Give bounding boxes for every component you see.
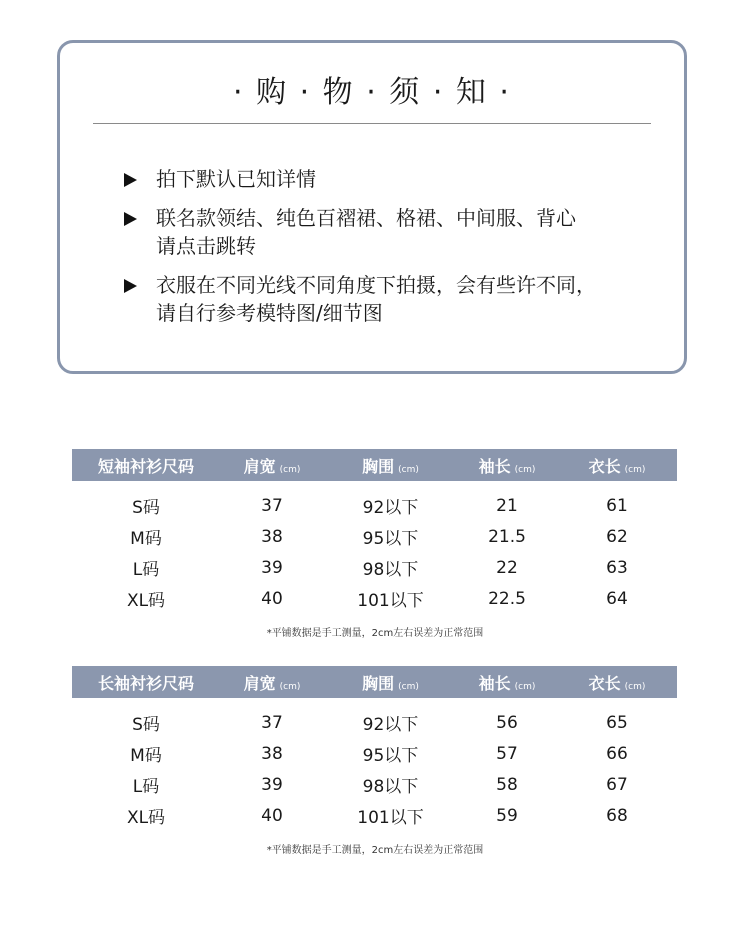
measurement-note: *平铺数据是手工测量，2cm左右误差为正常范围 [266, 628, 484, 639]
table-row: M码 38 95以下 57 66 [130, 743, 628, 766]
table-row: XL码 40 101以下 59 68 [126, 805, 628, 828]
notice-item [122, 271, 652, 327]
header-sleeve: 袖长 (cm) [457, 449, 557, 481]
table-row: L码 39 98以下 22 63 [132, 557, 628, 580]
header-length: 衣长 (cm) [557, 449, 677, 481]
notice-list [122, 165, 652, 338]
triangle-bullet-icon [124, 212, 137, 226]
header-size: 短袖衬衫尺码 [72, 449, 220, 481]
measurement-note: *平铺数据是手工测量，2cm左右误差为正常范围 [266, 845, 484, 856]
notice-title: · 购 · 物 · 须 · 知 · [233, 75, 511, 110]
notice-link-text[interactable]: 请点击跳转 [156, 234, 256, 258]
header-chest: 胸围 (cm) [324, 449, 457, 481]
table-row: M码 38 95以下 21.5 62 [130, 526, 628, 549]
table-row: L码 39 98以下 58 67 [132, 774, 628, 797]
table-row: XL码 40 101以下 22.5 64 [126, 588, 628, 611]
long-sleeve-size-table [72, 666, 677, 831]
header-sleeve: 袖长 (cm) [457, 666, 557, 698]
table-row: S码 37 92以下 56 65 [132, 712, 628, 735]
notice-divider [93, 123, 651, 124]
table-header-row [72, 666, 677, 698]
header-size: 长袖衬衫尺码 [72, 666, 220, 698]
notice-text: 衣服在不同光线不同角度下拍摄，会有些许不同， [156, 273, 596, 297]
header-length: 衣长 (cm) [557, 666, 677, 698]
notice-text: 联名款领结、纯色百褶裙、格裙、中间服、背心 [156, 206, 576, 230]
header-shoulder: 肩宽 (cm) [220, 449, 324, 481]
notice-item [122, 165, 652, 193]
table-header-row [72, 449, 677, 481]
triangle-bullet-icon [124, 173, 137, 187]
notice-item[interactable] [122, 204, 652, 260]
notice-text: 请自行参考模特图/细节图 [156, 301, 383, 325]
table-row: S码 37 92以下 21 61 [132, 495, 628, 518]
triangle-bullet-icon [124, 279, 137, 293]
header-shoulder: 肩宽 (cm) [220, 666, 324, 698]
header-chest: 胸围 (cm) [324, 666, 457, 698]
short-sleeve-size-table [72, 449, 677, 614]
shopping-notice-box [57, 40, 687, 374]
notice-text: 拍下默认已知详情 [156, 167, 316, 191]
